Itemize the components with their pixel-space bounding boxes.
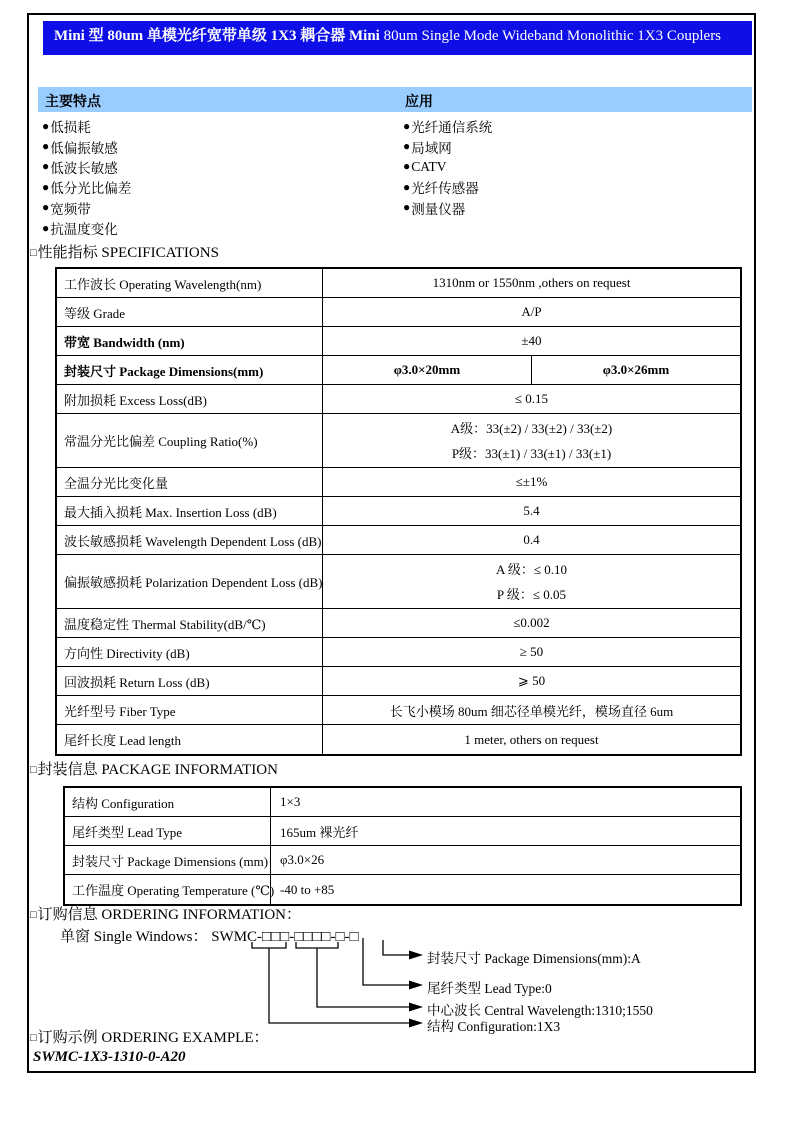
spec-label: 回波损耗 Return Loss (dB) (57, 667, 323, 695)
spec-row (57, 667, 740, 696)
feature-item (42, 177, 372, 197)
spec-label: 封装尺寸 Package Dimensions(mm) (57, 356, 323, 384)
spec-label: 方向性 Directivity (dB) (57, 638, 323, 666)
spec-value-multiline (323, 555, 740, 608)
spec-row (57, 555, 740, 609)
specifications-table (55, 267, 742, 756)
spec-label: 尾纤长度 Lead length (57, 725, 323, 754)
bullet-icon: ● (42, 159, 50, 174)
spec-label: 光纤型号 Fiber Type (57, 696, 323, 724)
spec-value-split (323, 356, 740, 384)
spec-label: 全温分光比变化量 (57, 468, 323, 496)
spec-label: 附加损耗 Excess Loss(dB) (57, 385, 323, 413)
feature-item (42, 136, 372, 156)
bullet-icon: ● (42, 200, 50, 215)
bullet-icon: ● (403, 159, 411, 174)
package-row (65, 846, 740, 875)
feature-item-label: 宽频带 (50, 201, 91, 217)
package-label: 尾纤类型 Lead Type (65, 817, 271, 845)
bullet-icon: ● (403, 118, 411, 133)
applications-header: 应用 (405, 95, 433, 110)
application-item (403, 198, 733, 218)
ordering-code-label: 封装尺寸 Package Dimensions(mm):A (427, 951, 641, 966)
spec-value: 1 meter, others on request (464, 731, 599, 747)
spec-label: 最大插入损耗 Max. Insertion Loss (dB) (57, 497, 323, 525)
feature-item (42, 116, 372, 136)
spec-value-multiline (323, 414, 740, 467)
square-bullet: □ (30, 764, 37, 776)
package-heading (30, 758, 278, 779)
package-row (65, 788, 740, 817)
spec-row (57, 725, 740, 754)
package-value: 165um 裸光纤 (280, 824, 359, 840)
spec-row (57, 638, 740, 667)
spec-value-line: P级：33(±1) / 33(±1) / 33(±1) (451, 445, 612, 461)
bullet-icon: ● (42, 179, 50, 194)
spec-label: 带宽 Bandwidth (nm) (57, 327, 323, 355)
package-value: -40 to +85 (280, 881, 335, 897)
application-item-label: 光纤通信系统 (411, 120, 493, 136)
page-title-en: 80um Single Mode Wideband Monolithic 1X3 Couplers (379, 28, 722, 44)
ordering-example-heading (30, 1026, 269, 1047)
package-table (63, 786, 742, 906)
package-heading-text: 封装信息 PACKAGE INFORMATION (37, 762, 278, 778)
spec-value: A/P (521, 304, 542, 319)
feature-item (42, 198, 372, 218)
spec-row (57, 356, 740, 385)
spec-value-line: A 级：≤ 0.10 (495, 561, 568, 577)
spec-value: ≤±1% (515, 474, 548, 489)
spec-value: ≥ 50 (519, 644, 544, 659)
package-value: φ3.0×26 (280, 852, 325, 867)
specifications-heading-text: 性能指标 SPECIFICATIONS (37, 245, 219, 261)
square-bullet: □ (30, 247, 37, 259)
feature-item-label: 低波长敏感 (50, 160, 118, 176)
spec-row (57, 468, 740, 497)
title-bar (43, 21, 752, 55)
spec-value: ±40 (521, 333, 542, 348)
package-label: 工作温度 Operating Temperature (℃) (65, 875, 271, 904)
spec-label: 工作波长 Operating Wavelength(nm) (57, 269, 323, 297)
ordering-code-label: 中心波长 Central Wavelength:1310;1550 (427, 1003, 653, 1018)
package-row (65, 817, 740, 846)
bullet-icon: ● (403, 139, 411, 154)
spec-value-line: P 级：≤ 0.05 (496, 586, 567, 602)
features-header: 主要特点 (45, 95, 101, 110)
spec-row (57, 298, 740, 327)
spec-label: 偏振敏感损耗 Polarization Dependent Loss (dB) (57, 555, 323, 608)
square-bullet: □ (30, 1032, 37, 1044)
spec-row (57, 385, 740, 414)
ordering-code: SWMC-□□□-□□□□-□-□ (211, 929, 359, 945)
feature-item-label: 低损耗 (50, 120, 91, 136)
spec-value: φ3.0×26mm (531, 356, 740, 384)
application-item-label: 光纤传感器 (411, 181, 479, 197)
package-label: 结构 Configuration (65, 788, 271, 816)
application-item-label: 局域网 (411, 140, 452, 156)
feature-item-label: 抗温度变化 (50, 222, 118, 238)
ordering-example-heading-text: 订购示例 ORDERING EXAMPLE： (37, 1030, 269, 1046)
package-value: 1×3 (280, 794, 301, 809)
spec-value: ≤ 0.15 (514, 391, 549, 406)
features-list (42, 116, 372, 238)
bullet-icon: ● (42, 220, 50, 235)
application-item-label: CATV (411, 158, 447, 174)
specifications-heading (30, 241, 219, 262)
bullet-icon: ● (403, 179, 411, 194)
page-title: Mini 型 80um 单模光纤宽带单级 1X3 耦合器 Mini (54, 28, 380, 44)
spec-row (57, 696, 740, 725)
spec-row (57, 269, 740, 298)
feature-item-label: 低分光比偏差 (50, 181, 132, 197)
spec-row (57, 609, 740, 638)
spec-row (57, 414, 740, 468)
spec-row (57, 526, 740, 555)
ordering-example-code: SWMC-1X3-1310-0-A20 (33, 1049, 186, 1065)
bullet-icon: ● (42, 139, 50, 154)
square-bullet: □ (30, 909, 37, 921)
feature-item (42, 218, 372, 238)
ordering-heading-text: 订购信息 ORDERING INFORMATION： (37, 907, 301, 923)
feature-item (42, 157, 372, 177)
bullet-icon: ● (403, 200, 411, 215)
spec-value: 长飞小模场 80um 细芯径单模光纤，模场直径 6um (389, 703, 674, 719)
spec-label: 温度稳定性 Thermal Stability(dB/℃) (57, 609, 323, 637)
spec-value: φ3.0×20mm (393, 362, 461, 377)
ordering-code-prefix: 单窗 Single Windows： (60, 929, 208, 945)
spec-value: ⩾ 50 (517, 673, 546, 688)
spec-label: 等级 Grade (57, 298, 323, 326)
spec-row (57, 497, 740, 526)
spec-value: 5.4 (523, 503, 540, 518)
spec-value-line: A级：33(±2) / 33(±2) / 33(±2) (450, 420, 613, 436)
application-item-label: 测量仪器 (411, 201, 466, 217)
features-header-bar (38, 87, 752, 112)
spec-value: 0.4 (523, 532, 540, 547)
spec-label: 波长敏感损耗 Wavelength Dependent Loss (dB) (57, 526, 323, 554)
application-item (403, 116, 733, 136)
applications-list (403, 116, 733, 218)
application-item (403, 136, 733, 156)
package-label: 封装尺寸 Package Dimensions (mm) (65, 846, 271, 874)
application-item (403, 177, 733, 197)
spec-label: 常温分光比偏差 Coupling Ratio(%) (57, 414, 323, 467)
ordering-code-label: 结构 Configuration:1X3 (427, 1019, 561, 1034)
feature-item-label: 低偏振敏感 (50, 140, 118, 156)
bullet-icon: ● (42, 118, 50, 133)
spec-value: ≤0.002 (513, 615, 550, 630)
application-item (403, 157, 733, 177)
spec-row (57, 327, 740, 356)
spec-value: 1310nm or 1550nm ,others on request (432, 275, 631, 290)
ordering-code-label: 尾纤类型 Lead Type:0 (427, 981, 552, 996)
